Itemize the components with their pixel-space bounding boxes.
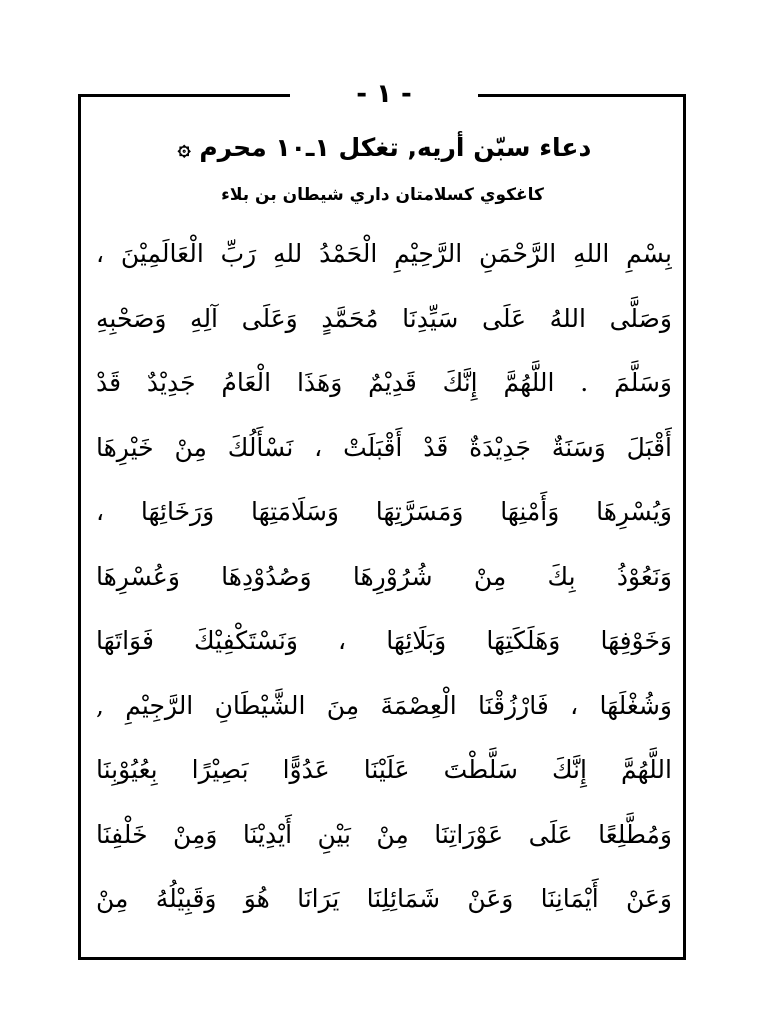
page-subtitle: كاغكوي كسلامتان داري شيطان بن بلاء — [221, 185, 544, 205]
text-line: اللَّهُمَّ إِنَّكَ سَلَّطْتَ عَلَيْنَا عَدُوًّا بَصِيْرًا بِعُيُوْبِنَا — [96, 755, 672, 784]
text-line: بِسْمِ اللهِ الرَّحْمَنِ الرَّحِيْمِ الْحَمْدُ للهِ رَبِّ الْعَالَمِيْنَ ، — [96, 239, 672, 268]
ornament-icon: ۞ — [177, 136, 191, 161]
title-text: دعاء سبّن أريه, تغكل ١ـ١٠ محرم — [199, 133, 592, 162]
text-line: وَشُغْلَهَا ، فَارْزُقْنَا الْعِصْمَةَ مِنَ الشَّيْطَانِ الرَّجِيْمِ , — [96, 690, 672, 720]
prayer-text — [96, 222, 672, 932]
page-title — [110, 128, 655, 169]
text-line: وَعَنْ أَيْمَانِنَا وَعَنْ شَمَائِلِنَا يَرَانَا هُوَ وَقَبِيْلُهُ مِنْ — [96, 884, 672, 913]
text-line: وَخَوْفِهَا وَهَلَكَتِهَا وَبَلَائِهَا ، وَنَسْتَكْفِيْكَ فَوَاتَهَا — [96, 626, 672, 655]
text-line: وَصَلَّى اللهُ عَلَى سَيِّدِنَا مُحَمَّدٍ وَعَلَى آلِهِ وَصَحْبِهِ — [96, 303, 672, 333]
text-line: وَنَعُوْذُ بِكَ مِنْ شُرُوْرِهَا وَصُدُوْدِهَا وَعُسْرِهَا — [96, 561, 672, 591]
text-line: أَقْبَلَ وَسَنَةٌ جَدِيْدَةٌ قَدْ أَقْبَلَتْ ، نَسْأَلُكَ مِنْ خَيْرِهَا — [96, 432, 672, 462]
page-number: - ١ - — [290, 72, 478, 116]
text-line: وَمُطَّلِعًا عَلَى عَوْرَاتِنَا مِنْ بَيْنِ أَيْدِيْنَا وَمِنْ خَلْفِنَا — [96, 819, 672, 849]
text-line: وَيُسْرِهَا وَأَمْنِهَا وَمَسَرَّتِهَا وَسَلَامَتِهَا وَرَخَائِهَا ، — [96, 497, 672, 526]
text-line: وَسَلَّمَ . اللَّهُمَّ إِنَّكَ قَدِيْمٌ وَهَذَا الْعَامُ جَدِيْدٌ قَدْ — [96, 368, 672, 397]
